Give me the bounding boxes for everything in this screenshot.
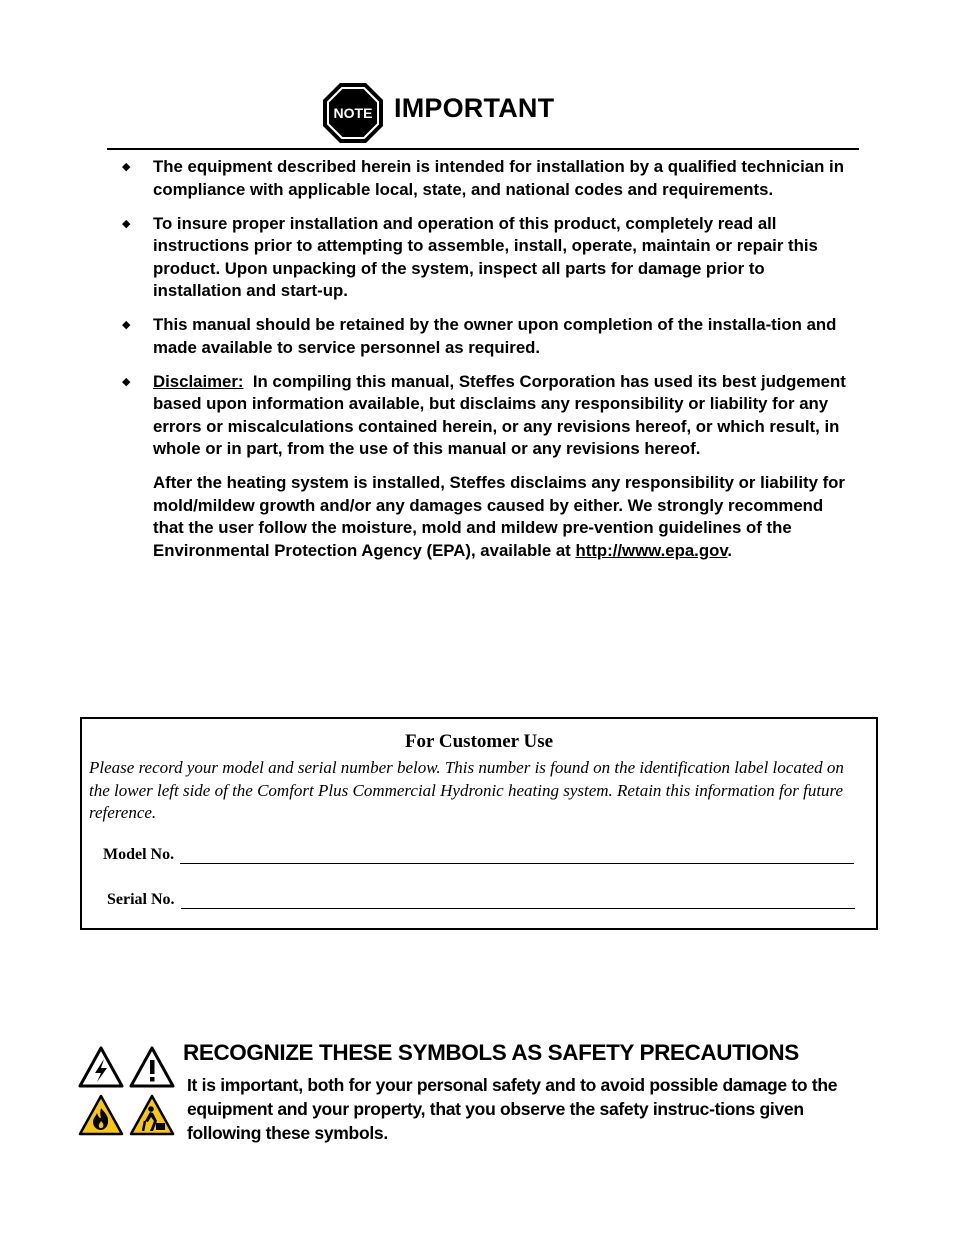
safety-symbols (78, 1046, 178, 1138)
period: . (727, 540, 733, 560)
header-divider (107, 148, 859, 150)
safety-section-text: It is important, both for your personal safety and to avoid possible damage to the equipment and your property, that you observe the safety instruc-tions given following these symbols. (187, 1075, 838, 1143)
list-item (118, 371, 853, 563)
diamond-bullet-icon: ◆ (122, 375, 131, 388)
model-number-label: Model No. (103, 846, 175, 863)
list-item (118, 314, 853, 359)
customer-box-title: For Customer Use (404, 731, 554, 752)
serial-number-field[interactable] (181, 892, 855, 909)
note-badge-text: NOTE (333, 105, 373, 121)
diamond-bullet-icon: ◆ (122, 161, 131, 173)
list-item (118, 213, 853, 303)
note-text: To insure proper installation and operation of this product, completely read all instructions prior to attempting to assemble, install, operate, maintain or repair this product. Upon unpacking of the system, inspect all parts for damage prior to installation and start-up. (153, 213, 818, 300)
fire-hazard-icon (78, 1094, 124, 1136)
list-item (118, 156, 853, 201)
serial-number-row (107, 891, 855, 909)
customer-box-description: Please record your model and serial number below. This number is found on the identification label located on the lower left side of the Comfort Plus Commercial Hydronic heating system. Retain this information for future reference. (89, 758, 844, 822)
epa-link[interactable]: http://www.epa.gov (575, 540, 728, 560)
serial-number-label: Serial No. (107, 891, 175, 908)
electric-shock-warning-icon (78, 1046, 124, 1088)
diamond-bullet-icon: ◆ (122, 217, 131, 230)
model-number-field[interactable] (180, 847, 854, 864)
note-octagon-icon (322, 82, 384, 144)
mold-disclaimer-text: After the heating system is installed, Steffes disclaims any responsibility or liability for mold/mildew growth and/or any damages caused by either. We strongly recommend that the user follow the moisture, mold and mildew pre-vention guidelines of the Environmental Protection Agency (EPA), available at (153, 473, 845, 560)
note-text: This manual should be retained by the owner upon completion of the installa-tion and made available to service personnel as required. (153, 315, 837, 357)
model-number-row (103, 846, 854, 864)
safety-section-title: RECOGNIZE THESE SYMBOLS AS SAFETY PRECAUTIONS (183, 1040, 799, 1065)
mold-disclaimer-paragraph (153, 472, 853, 562)
disclaimer-label: Disclaimer: (153, 371, 244, 391)
important-notes-list (118, 156, 853, 574)
lifting-hazard-icon (129, 1094, 175, 1136)
general-warning-icon (129, 1046, 175, 1088)
disclaimer-text: In compiling this manual, Steffes Corporation has used its best judgement based upon information available, but disclaims any responsibility or liability for any errors or miscalculations contained herein, or any revisions hereof, or which result, in whole or in part, from the use of this manual or any revisions hereof. (153, 371, 846, 458)
page-title: IMPORTANT (394, 93, 555, 123)
diamond-bullet-icon: ◆ (122, 319, 131, 331)
note-text: The equipment described herein is intended for installation by a qualified technician in compliance with applicable local, state, and national codes and requirements. (153, 157, 844, 199)
customer-use-box (80, 717, 878, 930)
